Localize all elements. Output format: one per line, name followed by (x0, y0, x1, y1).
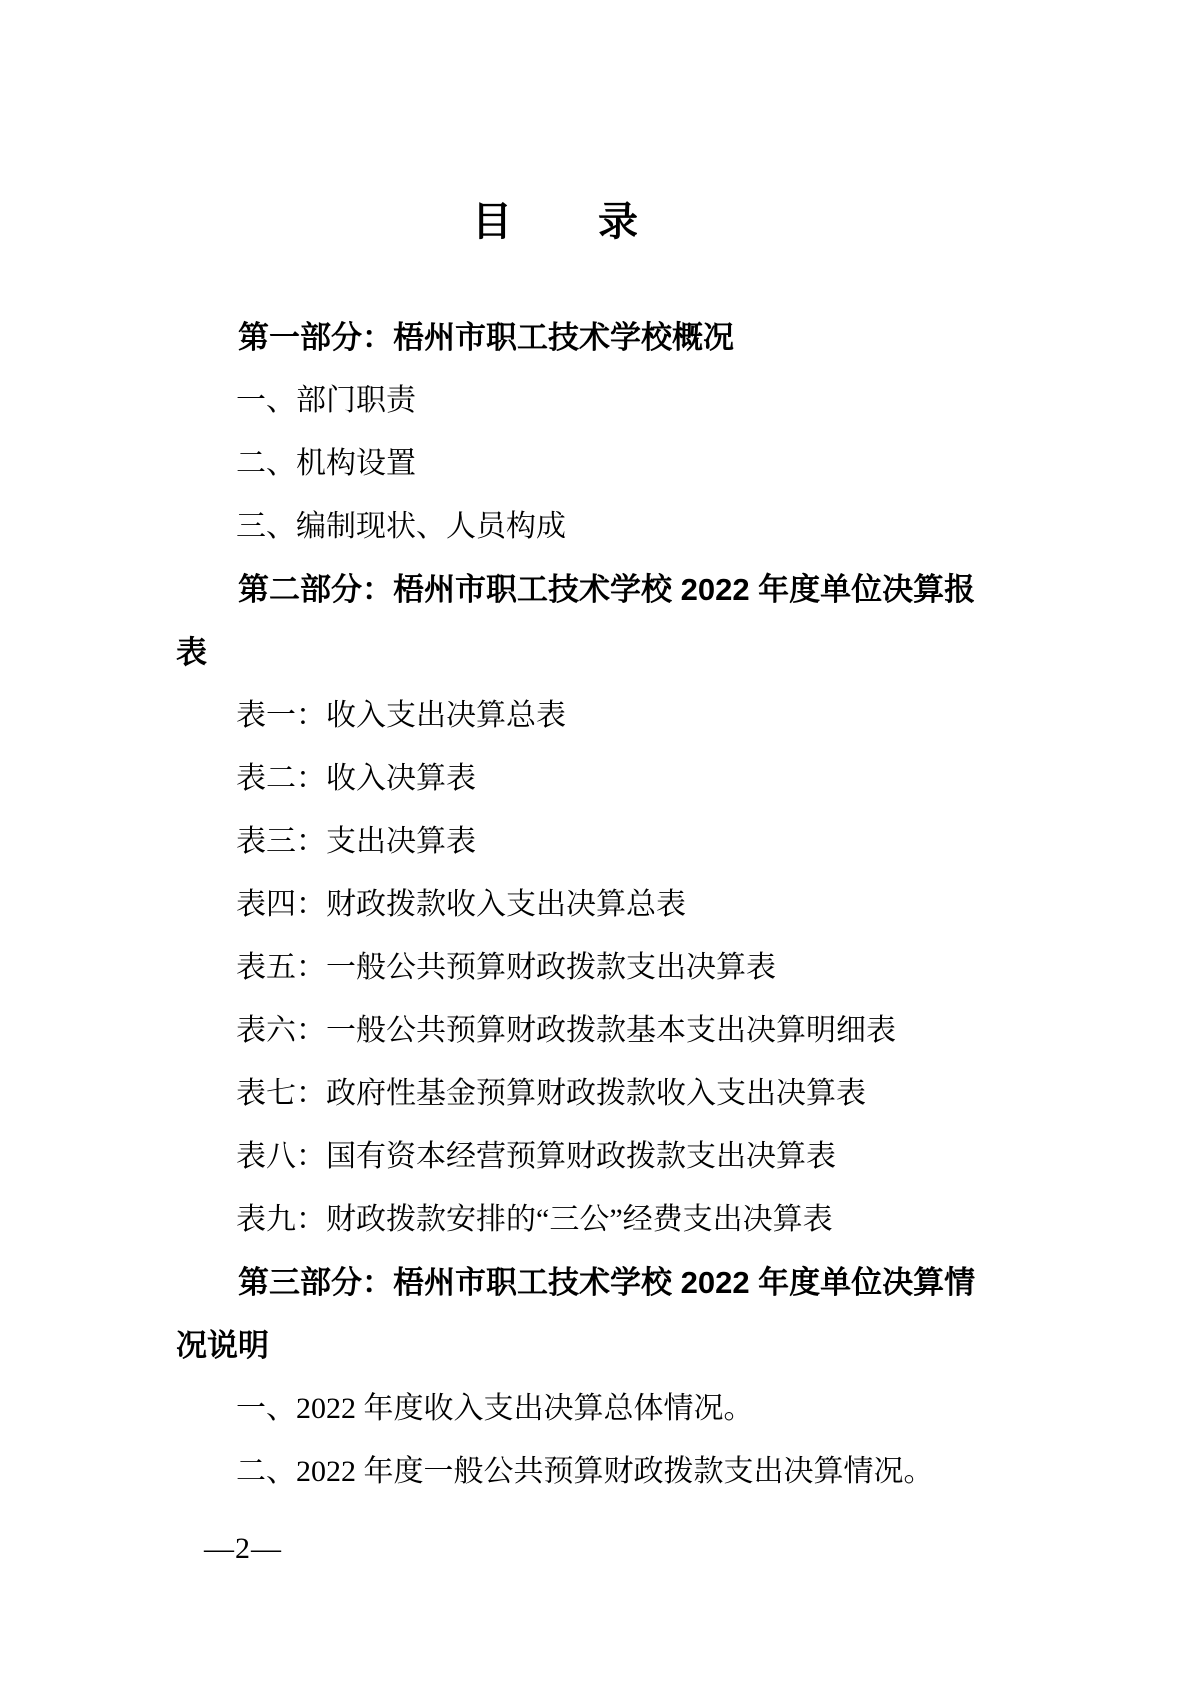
toc-item: 表一：收入支出决算总表 (236, 699, 566, 732)
toc-part-1-heading: 第一部分：梧州市职工技术学校概况 (238, 320, 734, 355)
toc-item: 表五：一般公共预算财政拨款支出决算表 (236, 951, 776, 984)
toc-item: 二、机构设置 (236, 447, 416, 480)
toc-title: 目 录 (472, 200, 640, 244)
toc-part-3-heading: 第三部分：梧州市职工技术学校 2022 年度单位决算情况说明 (176, 1265, 976, 1363)
toc-item: 表七：政府性基金预算财政拨款收入支出决算表 (236, 1077, 866, 1110)
toc-item: 表八：国有资本经营预算财政拨款支出决算表 (236, 1140, 836, 1173)
toc-item: 表四：财政拨款收入支出决算总表 (236, 888, 686, 921)
toc-item: 二、2022 年度一般公共预算财政拨款支出决算情况。 (236, 1455, 934, 1488)
toc-item: 一、部门职责 (236, 384, 416, 417)
toc-item: 一、2022 年度收入支出决算总体情况。 (236, 1392, 754, 1425)
toc-item: 表二：收入决算表 (236, 762, 476, 795)
page-number: —2— (204, 1532, 282, 1565)
toc-item: 表九：财政拨款安排的“三公”经费支出决算表 (236, 1203, 833, 1236)
toc (176, 196, 976, 1503)
toc-item: 三、编制现状、人员构成 (236, 510, 566, 543)
toc-item: 表六：一般公共预算财政拨款基本支出决算明细表 (236, 1014, 896, 1047)
toc-item: 表三：支出决算表 (236, 825, 476, 858)
toc-part-2-heading: 第二部分：梧州市职工技术学校 2022 年度单位决算报表 (176, 572, 976, 670)
